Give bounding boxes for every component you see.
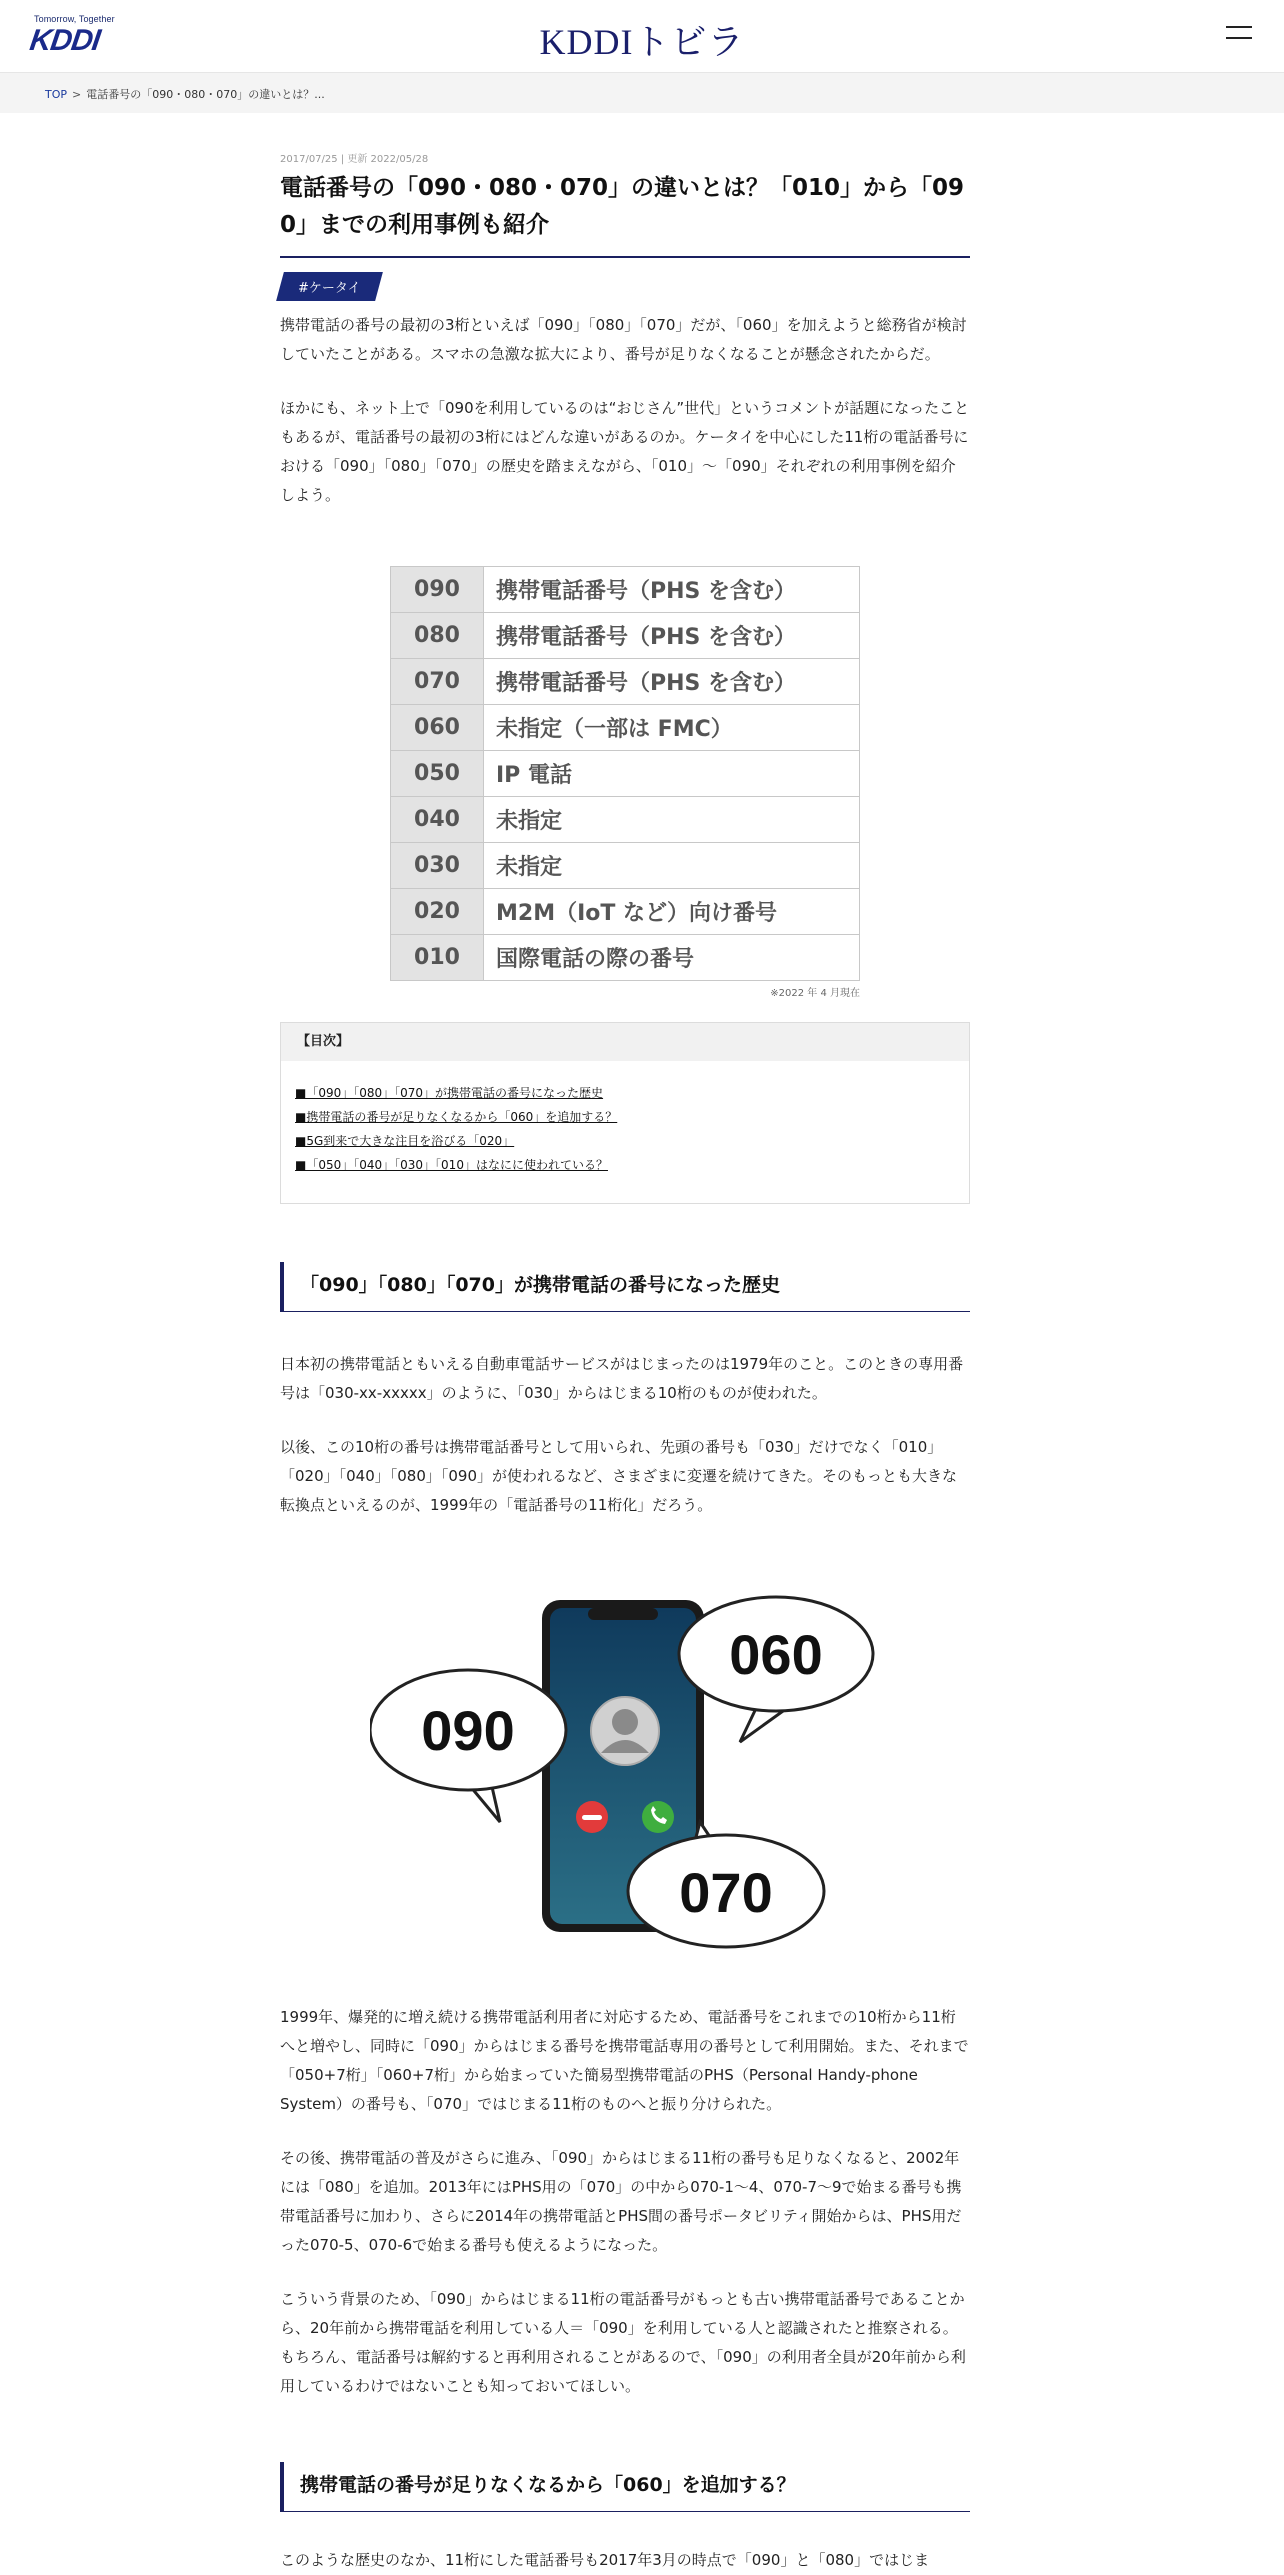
bubble-070-label: 070 bbox=[679, 1861, 773, 1924]
number-usage-cell: 国際電話の際の番号 bbox=[484, 935, 860, 981]
number-prefix-cell: 040 bbox=[391, 797, 484, 843]
number-table bbox=[390, 566, 860, 981]
number-table-row bbox=[391, 613, 860, 659]
toc-link-4[interactable]: ■「050」「040」「030」「010」はなにに使われている？ bbox=[295, 1158, 608, 1172]
number-table-row bbox=[391, 705, 860, 751]
toc-item bbox=[295, 1129, 969, 1153]
number-usage-cell: 携帯電話番号（PHS を含む） bbox=[484, 659, 860, 705]
article-title bbox=[280, 170, 970, 258]
number-prefix-cell: 090 bbox=[391, 567, 484, 613]
number-table-row bbox=[391, 935, 860, 981]
number-table-row bbox=[391, 659, 860, 705]
article-title-line1: 電話番号の「090・080・070」の違いとは？「010」から「09 bbox=[280, 175, 965, 201]
number-table-row bbox=[391, 889, 860, 935]
section1-intro bbox=[280, 1350, 970, 1520]
logo-wordmark: KDDI bbox=[27, 24, 102, 57]
number-table-row bbox=[391, 567, 860, 613]
tag-keitai[interactable] bbox=[276, 272, 382, 301]
toc-item bbox=[295, 1153, 969, 1177]
section1-paragraph-3: 1999年、爆発的に増え続ける携帯電話利用者に対応するため、電話番号をこれまでの10桁から11桁へと増やし、同時に「090」からはじまる番号を携帯電話専用の番号として利用開始。また、それまで「050+7桁」「060+7桁」から始まっていた簡易型携帯電話のPHS（Personal Handy-phone System）の番号も、「070」ではじまる11桁のものへと振り分けられた。 bbox=[280, 2008, 969, 2113]
table-note: ※2022 年 4 月現在 bbox=[770, 988, 860, 999]
number-usage-cell: 未指定 bbox=[484, 843, 860, 889]
number-table-figure bbox=[390, 566, 860, 999]
section-heading-history: 「090」「080」「070」が携帯電話の番号になった歴史 bbox=[280, 1262, 970, 1312]
breadcrumb-top-link[interactable]: TOP bbox=[45, 88, 68, 101]
number-usage-cell: M2M（IoT など）向け番号 bbox=[484, 889, 860, 935]
toc-item bbox=[295, 1105, 969, 1129]
article-header bbox=[280, 150, 970, 510]
intro-paragraph-1: 携帯電話の番号の最初の3桁といえば「090」「080」「070」だが、「060」を加えようと総務省が検討していたことがある。スマホの急激な拡大により、番号が足りなくなることが懸念されたからだ。 bbox=[280, 316, 967, 363]
site-title[interactable]: KDDIトビラ bbox=[539, 22, 745, 62]
section1-paragraph-2: 以後、この10桁の番号は携帯電話番号として用いられ、先頭の番号も「030」だけでなく「010」「020」「040」「080」「090」が使われるなど、さまざまに変遷を続けてきた。そのもっとも大きな転換点といえるのが、1999年の「電話番号の11桁化」だろう。 bbox=[280, 1438, 958, 1514]
tag-label: #ケータイ bbox=[298, 281, 361, 296]
breadcrumb-separator: > bbox=[72, 88, 82, 101]
section1-body bbox=[280, 2003, 970, 2401]
number-prefix-cell: 070 bbox=[391, 659, 484, 705]
decline-call-icon bbox=[576, 1801, 608, 1833]
number-prefix-cell: 020 bbox=[391, 889, 484, 935]
site-header bbox=[0, 0, 1284, 73]
phone-number-illustration bbox=[370, 1590, 880, 1950]
number-table-row bbox=[391, 843, 860, 889]
section2-paragraph-1: このような歴史のなか、11桁にした電話番号も2017年3月の時点で「090」と「080」ではじま bbox=[280, 2551, 930, 2569]
section1-paragraph-4: その後、携帯電話の普及がさらに進み、「090」からはじまる11桁の番号も足りなくなると、2002年には「080」を追加。2013年にはPHS用の「070」の中から070-1～4、070-7～9で始まる番号も携帯電話番号に加わり、さらに2014年の携帯電話とPHS間の番号ポータビリティ開始からは、PHS用だった070-5、070-6で始まる番号も使えるようになった。 bbox=[280, 2149, 962, 2254]
number-prefix-cell: 010 bbox=[391, 935, 484, 981]
section1-paragraph-5: こういう背景のため、「090」からはじまる11桁の電話番号がもっとも古い携帯電話番号であることから、20年前から携帯電話を利用している人＝「090」を利用している人と認識されたと推察される。もちろん、電話番号は解約すると再利用されることがあるので、「090」の利用者全員が20年前から利用しているわけではないことも知っておいてほしい。 bbox=[280, 2290, 966, 2395]
number-prefix-cell: 050 bbox=[391, 751, 484, 797]
toc-heading: 【目次】 bbox=[281, 1023, 969, 1061]
bubble-090-label: 090 bbox=[421, 1699, 515, 1762]
number-table-row bbox=[391, 797, 860, 843]
speech-bubble-090 bbox=[370, 1670, 566, 1822]
article-title-line2: 0」までの利用事例も紹介 bbox=[280, 212, 550, 238]
number-table-row bbox=[391, 751, 860, 797]
number-usage-cell: 未指定（一部は FMC） bbox=[484, 705, 860, 751]
bubble-060-label: 060 bbox=[729, 1623, 823, 1686]
speech-bubble-060 bbox=[679, 1597, 873, 1742]
number-prefix-cell: 030 bbox=[391, 843, 484, 889]
logo-tagline: Tomorrow, Together bbox=[34, 14, 115, 24]
accept-call-icon bbox=[642, 1801, 674, 1833]
toc-item bbox=[295, 1081, 969, 1105]
breadcrumb bbox=[0, 73, 1284, 113]
table-of-contents bbox=[280, 1022, 970, 1204]
toc-link-3[interactable]: ■5G到来で大きな注目を浴びる「020」 bbox=[295, 1134, 515, 1148]
number-prefix-cell: 060 bbox=[391, 705, 484, 751]
section2-body bbox=[280, 2546, 970, 2575]
number-usage-cell: IP 電話 bbox=[484, 751, 860, 797]
intro-paragraph-2: ほかにも、ネット上で「090を利用しているのは“おじさん”世代」というコメントが話題になったこともあるが、電話番号の最初の3桁にはどんな違いがあるのか。ケータイを中心にした11桁の電話番号における「090」「080」「070」の歴史を踏まえながら、「010」～「090」それぞれの利用事例を紹介しよう。 bbox=[280, 399, 970, 504]
number-usage-cell: 携帯電話番号（PHS を含む） bbox=[484, 613, 860, 659]
section1-paragraph-1: 日本初の携帯電話ともいえる自動車電話サービスがはじまったのは1979年のこと。このときの専用番号は「030-xx-xxxxx」のように、「030」からはじまる10桁のものが使われた。 bbox=[280, 1355, 964, 1402]
breadcrumb-current: 電話番号の「090・080・070」の違いとは？... bbox=[86, 88, 325, 101]
hamburger-menu-icon[interactable] bbox=[1226, 26, 1254, 46]
number-usage-cell: 未指定 bbox=[484, 797, 860, 843]
toc-link-2[interactable]: ■携帯電話の番号が足りなくなるから「060」を追加する？ bbox=[295, 1110, 618, 1124]
number-prefix-cell: 080 bbox=[391, 613, 484, 659]
article-dates: 2017/07/25 | 更新 2022/05/28 bbox=[280, 154, 429, 165]
toc-link-1[interactable]: ■「090」「080」「070」が携帯電話の番号になった歴史 bbox=[295, 1086, 604, 1100]
number-usage-cell: 携帯電話番号（PHS を含む） bbox=[484, 567, 860, 613]
section-heading-060: 携帯電話の番号が足りなくなるから「060」を追加する？ bbox=[280, 2462, 970, 2512]
